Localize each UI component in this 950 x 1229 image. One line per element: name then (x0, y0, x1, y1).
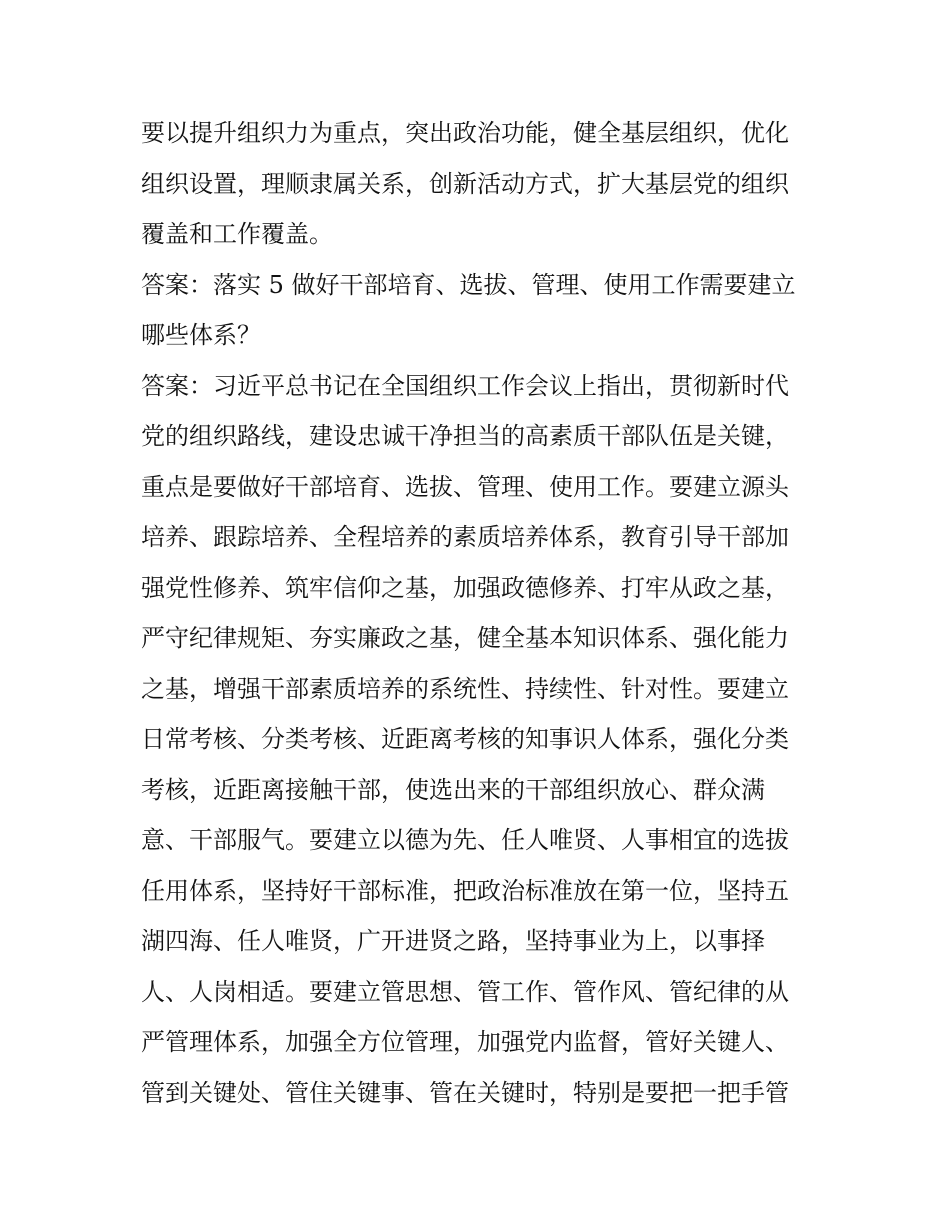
text-line: 强党性修养、筑牢信仰之基，加强政德修养、打牢从政之基， (141, 573, 789, 602)
text-line: 培养、跟踪培养、全程培养的素质培养体系，教育引导干部加 (141, 523, 789, 551)
text-line: 管到关键处、管住关键事、管在关键时，特别是要把一把手管 (141, 1078, 789, 1107)
question-line: 答案：落实 5 做好干部培育、选拔、管理、使用工作需要建立 (141, 270, 796, 299)
question-line: 哪些体系？ (141, 321, 261, 349)
text-line: 人、人岗相适。要建立管思想、管工作、管作风、管纪律的从 (141, 977, 789, 1006)
text-line: 日常考核、分类考核、近距离考核的知事识人体系，强化分类 (141, 725, 789, 753)
text-line: 湖四海、任人唯贤，广开进贤之路，坚持事业为上，以事择 (141, 927, 765, 955)
text-line: 任用体系，坚持好干部标准，把政治标准放在第一位，坚持五 (141, 876, 789, 905)
text-line: 覆盖和工作覆盖。 (141, 220, 333, 248)
text-line: 考核，近距离接触干部，使选出来的干部组织放心、群众满 (141, 775, 765, 804)
text-line: 组织设置，理顺隶属关系，创新活动方式，扩大基层党的组织 (141, 169, 789, 198)
text-line: 之基，增强干部素质培养的系统性、持续性、针对性。要建立 (141, 674, 789, 703)
document-body (141, 108, 821, 1118)
answer-line: 答案：习近平总书记在全国组织工作会议上指出，贯彻新时代 (141, 371, 789, 400)
text-line: 严管理体系，加强全方位管理，加强党内监督，管好关键人、 (141, 1028, 789, 1056)
text-line: 要以提升组织力为重点，突出政治功能，健全基层组织，优化 (141, 119, 789, 147)
text-line: 意、干部服气。要建立以德为先、任人唯贤、人事相宜的选拔 (141, 826, 789, 854)
text-line: 党的组织路线，建设忠诚干净担当的高素质干部队伍是关键， (141, 422, 789, 450)
text-line: 重点是要做好干部培育、选拔、管理、使用工作。要建立源头 (141, 472, 789, 501)
text-line: 严守纪律规矩、夯实廉政之基，健全基本知识体系、强化能力 (141, 624, 789, 652)
